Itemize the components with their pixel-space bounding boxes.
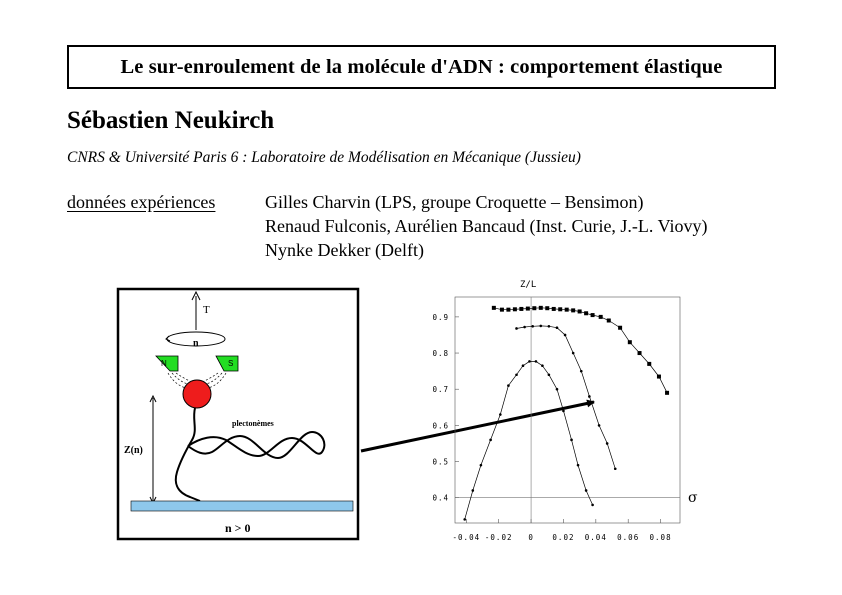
slide-title: Le sur-enroulement de la molécule d'ADN : comportement élastique — [120, 55, 723, 78]
data-point — [588, 395, 591, 398]
data-point — [548, 325, 551, 328]
turns-label: n — [193, 338, 199, 349]
data-point — [591, 504, 594, 507]
data-point — [532, 306, 536, 310]
force-label: T — [203, 304, 210, 316]
series-line — [465, 361, 593, 519]
y-tick-label: 0.4 — [432, 493, 449, 503]
contributor-1: Gilles Charvin (LPS, groupe Croquette – Bensimon) — [265, 192, 644, 212]
data-point — [628, 340, 632, 344]
data-point — [572, 352, 575, 355]
magnet-south-label: S — [228, 359, 234, 368]
x-tick-label: 0.06 — [617, 533, 640, 542]
x-tick-label: 0 — [528, 533, 534, 542]
y-tick-label: 0.9 — [432, 312, 449, 322]
series-3 — [492, 306, 669, 395]
data-point — [578, 309, 582, 313]
y-tick-label: 0.7 — [432, 385, 449, 395]
chart-frame — [455, 297, 680, 523]
data-point — [598, 424, 601, 427]
y-tick-label: 0.6 — [432, 421, 449, 431]
series-1 — [463, 360, 593, 521]
data-point — [528, 360, 531, 363]
data-point — [647, 362, 651, 366]
data-point — [548, 373, 551, 376]
data-point — [507, 384, 510, 387]
data-point — [506, 308, 510, 312]
data-point — [562, 410, 565, 413]
data-point — [492, 306, 496, 310]
data-point — [638, 351, 642, 355]
series-2 — [515, 325, 616, 470]
data-point — [513, 307, 517, 311]
data-point — [614, 467, 617, 470]
y-tick-label: 0.8 — [432, 349, 449, 359]
data-point — [584, 311, 588, 315]
data-point — [591, 313, 595, 317]
data-point — [519, 307, 523, 311]
dna-molecule — [176, 408, 200, 501]
extension-chart — [432, 280, 698, 542]
data-point — [607, 319, 611, 323]
data-point — [571, 308, 575, 312]
data-point — [577, 464, 580, 467]
x-tick-label: -0.04 — [452, 533, 481, 542]
data-point — [463, 518, 466, 521]
affiliation: CNRS & Université Paris 6 : Laboratoire de Modélisation en Mécanique (Jussieu) — [67, 149, 581, 166]
data-point — [552, 307, 556, 311]
x-axis-title: σ — [688, 490, 698, 506]
data-point — [489, 439, 492, 442]
tweezers-schematic — [118, 289, 358, 539]
rotation-arrowhead — [166, 336, 170, 341]
data-point — [618, 326, 622, 330]
series-line — [494, 308, 667, 393]
data-point — [472, 489, 475, 492]
x-ticks — [453, 519, 672, 542]
contributor-3: Nynke Dekker (Delft) — [265, 240, 424, 260]
data-point — [657, 375, 661, 379]
data-point — [535, 360, 538, 363]
data-label: données expériences — [67, 192, 216, 212]
data-point — [515, 373, 518, 376]
data-point — [539, 325, 542, 328]
glass-surface — [131, 501, 353, 511]
condition-label: n > 0 — [225, 521, 251, 535]
y-tick-label: 0.5 — [432, 457, 449, 467]
extension-label: Z(n) — [124, 445, 143, 456]
data-point — [480, 464, 483, 467]
author-name: Sébastien Neukirch — [67, 107, 275, 134]
magnet-south — [216, 356, 238, 371]
series-layer — [463, 306, 669, 521]
data-point — [522, 364, 525, 367]
x-tick-label: 0.02 — [552, 533, 575, 542]
data-point — [523, 326, 526, 329]
contributor-2: Renaud Fulconis, Aurélien Bancaud (Inst. Curie, J.-L. Viovy) — [265, 216, 708, 236]
data-point — [665, 391, 669, 395]
data-point — [599, 315, 603, 319]
data-point — [565, 308, 569, 312]
magnet-north-label: N — [161, 359, 167, 368]
data-point — [500, 308, 504, 312]
connector-arrow — [361, 402, 594, 451]
x-tick-label: 0.04 — [584, 533, 607, 542]
data-point — [531, 325, 534, 328]
data-point — [539, 306, 543, 310]
data-point — [545, 306, 549, 310]
data-point — [564, 334, 567, 337]
magnetic-bead — [183, 380, 211, 408]
magnet-north — [156, 356, 178, 371]
plectonemes-label: plectonèmes — [232, 419, 274, 428]
data-point — [585, 489, 588, 492]
data-point — [556, 388, 559, 391]
data-point — [526, 307, 530, 311]
data-point — [499, 413, 502, 416]
y-axis-title: Z/L — [520, 280, 537, 290]
data-point — [541, 364, 544, 367]
x-tick-label: 0.08 — [649, 533, 672, 542]
data-point — [515, 327, 518, 330]
data-point — [580, 370, 583, 373]
data-point — [570, 439, 573, 442]
data-point — [558, 307, 562, 311]
data-point — [556, 326, 559, 329]
plectoneme-loop — [188, 432, 324, 458]
x-tick-label: -0.02 — [484, 533, 513, 542]
data-point — [606, 442, 609, 445]
